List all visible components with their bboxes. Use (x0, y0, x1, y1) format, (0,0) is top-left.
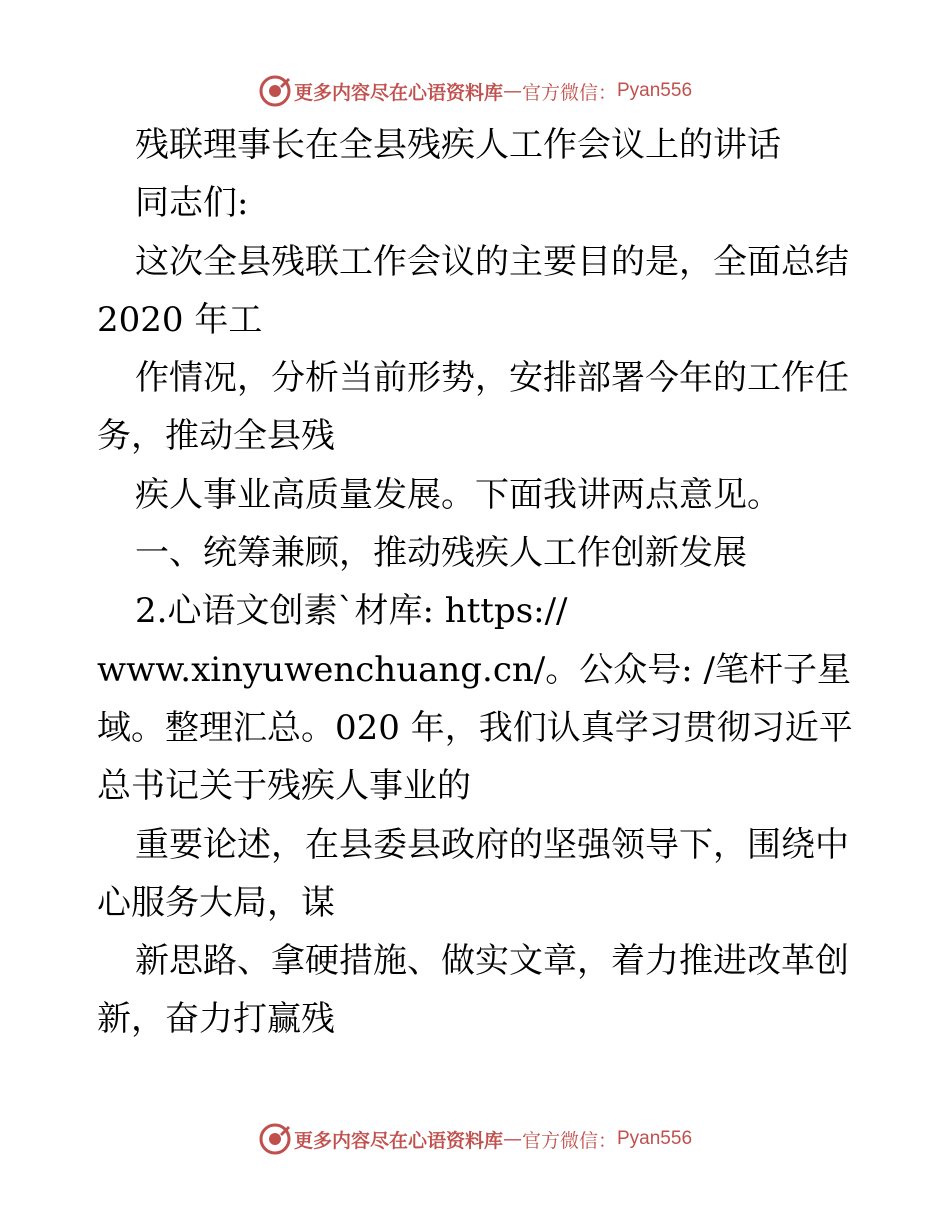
doc-heading: 一、统筹兼顾，推动残疾人工作创新发展 (135, 533, 747, 574)
doc-line: 疾人事业高质量发展。下面我讲两点意见。 (135, 474, 781, 515)
doc-line: 这次全县残联工作会议的主要目的是，全面总结 (135, 241, 849, 282)
doc-line: 总书记关于残疾人事业的 (97, 766, 471, 807)
banner-wechat-label: 官方微信： (521, 81, 617, 104)
doc-line: 域。整理汇总。020 年，我们认真学习贯彻习近平 (97, 707, 853, 748)
doc-line: www.xinyuwenchuang.cn/。公众号: /笔杆子星 (97, 649, 851, 690)
document-body (97, 116, 857, 1049)
doc-line: 新，奋力打赢残 (97, 999, 335, 1040)
doc-line: 心服务大局，谋 (97, 882, 335, 923)
banner-wechat-id: Pyan556 (617, 1128, 693, 1149)
doc-line: 重要论述，在县委县政府的坚强领导下，围绕中 (135, 824, 849, 865)
doc-line: 务，推动全县残 (97, 416, 335, 457)
doc-line: 新思路、拿硬措施、做实文章，着力推进改革创 (135, 941, 849, 982)
doc-line: 作情况，分析当前形势，安排部署今年的工作任 (135, 358, 849, 399)
banner-wechat-id: Pyan556 (617, 80, 693, 101)
doc-line: 2020 年工 (97, 299, 263, 340)
logo-icon (258, 1122, 292, 1156)
header-banner (0, 71, 950, 111)
doc-line: 同志们: (135, 183, 249, 224)
doc-line: 2.心语文创素`材库: https:// (135, 591, 568, 632)
logo-icon (258, 74, 292, 108)
doc-title: 残联理事长在全县残疾人工作会议上的讲话 (135, 125, 781, 165)
banner-dash: — (502, 80, 522, 102)
footer-banner (0, 1119, 950, 1159)
banner-wechat-label: 官方微信： (521, 1129, 617, 1152)
banner-dash: — (502, 1128, 522, 1150)
banner-library-text: 更多内容尽在心语资料库 (293, 1129, 503, 1152)
banner-library-text: 更多内容尽在心语资料库 (293, 81, 503, 104)
